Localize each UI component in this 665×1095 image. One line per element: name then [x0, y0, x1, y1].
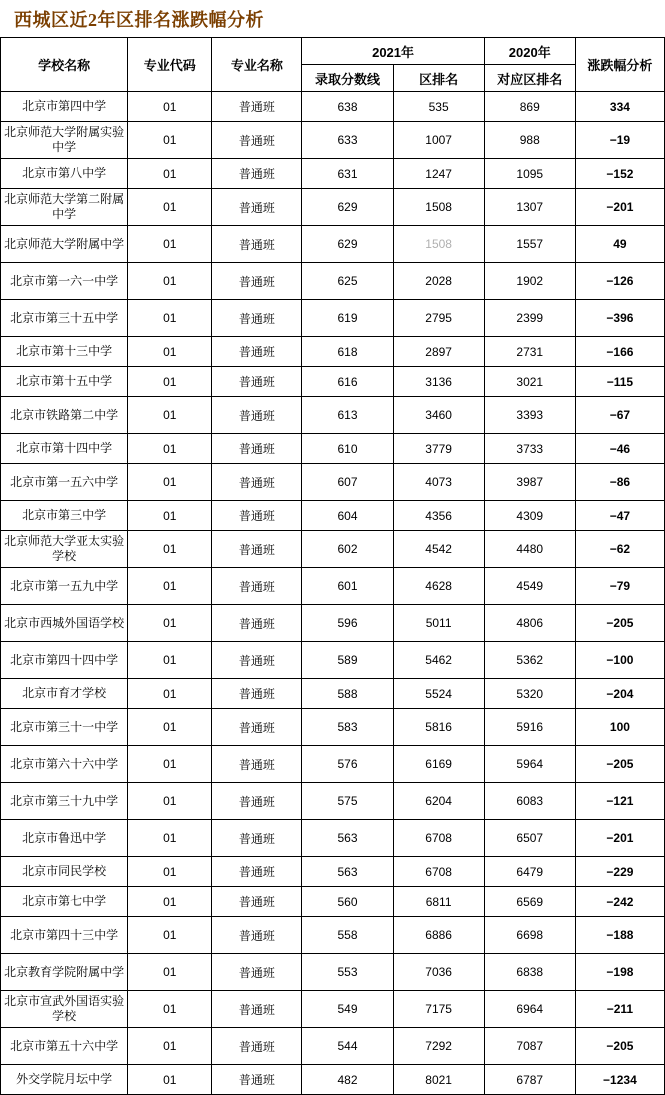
cell-score-line: 482	[302, 1065, 393, 1095]
cell-score-line: 601	[302, 568, 393, 605]
cell-delta: −62	[575, 531, 664, 568]
cell-delta: −242	[575, 887, 664, 917]
cell-school: 北京市第四中学	[1, 92, 128, 122]
cell-school: 北京师范大学亚太实验学校	[1, 531, 128, 568]
table-row	[1, 300, 665, 337]
cell-rank-2021: 6204	[393, 783, 484, 820]
table-row	[1, 501, 665, 531]
cell-school: 北京市第三中学	[1, 501, 128, 531]
cell-major-name: 普通班	[212, 226, 302, 263]
cell-major-code: 01	[128, 709, 212, 746]
cell-score-line: 549	[302, 991, 393, 1028]
cell-school: 北京市宣武外国语实验学校	[1, 991, 128, 1028]
cell-score-line: 558	[302, 917, 393, 954]
cell-delta: −152	[575, 159, 664, 189]
table-row	[1, 887, 665, 917]
cell-major-code: 01	[128, 92, 212, 122]
cell-rank-2020: 6479	[484, 857, 575, 887]
cell-score-line: 625	[302, 263, 393, 300]
cell-major-name: 普通班	[212, 434, 302, 464]
cell-score-line: 607	[302, 464, 393, 501]
cell-major-name: 普通班	[212, 1065, 302, 1095]
cell-school: 北京师范大学附属中学	[1, 226, 128, 263]
table-row	[1, 159, 665, 189]
cell-rank-2021: 1508	[393, 189, 484, 226]
cell-major-name: 普通班	[212, 709, 302, 746]
table-row	[1, 1065, 665, 1095]
cell-rank-2021: 6708	[393, 820, 484, 857]
cell-school: 北京市第四十三中学	[1, 917, 128, 954]
table-row	[1, 337, 665, 367]
cell-major-code: 01	[128, 226, 212, 263]
page-title-bar	[0, 0, 665, 37]
cell-major-code: 01	[128, 887, 212, 917]
cell-rank-2020: 5320	[484, 679, 575, 709]
cell-rank-2020: 4480	[484, 531, 575, 568]
cell-rank-2021: 6886	[393, 917, 484, 954]
cell-rank-2021: 5011	[393, 605, 484, 642]
cell-delta: −121	[575, 783, 664, 820]
table-row	[1, 917, 665, 954]
header-delta: 涨跌幅分析	[575, 38, 664, 92]
cell-score-line: 588	[302, 679, 393, 709]
cell-rank-2021: 4542	[393, 531, 484, 568]
cell-rank-2021: 4073	[393, 464, 484, 501]
cell-rank-2021: 7036	[393, 954, 484, 991]
cell-rank-2021: 2795	[393, 300, 484, 337]
cell-rank-2020: 6507	[484, 820, 575, 857]
table-header	[1, 38, 665, 92]
cell-rank-2020: 2399	[484, 300, 575, 337]
cell-rank-2020: 3733	[484, 434, 575, 464]
cell-school: 北京市第十五中学	[1, 367, 128, 397]
cell-rank-2020: 5916	[484, 709, 575, 746]
ranking-table	[0, 37, 665, 1095]
cell-rank-2021: 2897	[393, 337, 484, 367]
table-row	[1, 746, 665, 783]
cell-delta: −86	[575, 464, 664, 501]
cell-major-name: 普通班	[212, 857, 302, 887]
cell-major-name: 普通班	[212, 1028, 302, 1065]
table-row	[1, 642, 665, 679]
cell-major-name: 普通班	[212, 300, 302, 337]
cell-major-code: 01	[128, 954, 212, 991]
cell-school: 北京教育学院附属中学	[1, 954, 128, 991]
cell-rank-2021: 1007	[393, 122, 484, 159]
cell-school: 北京市第三十五中学	[1, 300, 128, 337]
cell-major-code: 01	[128, 642, 212, 679]
cell-delta: −47	[575, 501, 664, 531]
table-row	[1, 709, 665, 746]
cell-rank-2021: 3779	[393, 434, 484, 464]
table-row	[1, 954, 665, 991]
cell-delta: −396	[575, 300, 664, 337]
cell-major-code: 01	[128, 1028, 212, 1065]
cell-rank-2020: 1307	[484, 189, 575, 226]
cell-major-code: 01	[128, 122, 212, 159]
cell-major-name: 普通班	[212, 954, 302, 991]
cell-rank-2020: 3987	[484, 464, 575, 501]
cell-major-name: 普通班	[212, 605, 302, 642]
table-row	[1, 531, 665, 568]
cell-rank-2020: 988	[484, 122, 575, 159]
cell-delta: −115	[575, 367, 664, 397]
header-major-code: 专业代码	[128, 38, 212, 92]
cell-school: 外交学院月坛中学	[1, 1065, 128, 1095]
cell-major-code: 01	[128, 857, 212, 887]
cell-rank-2020: 6569	[484, 887, 575, 917]
cell-rank-2020: 6838	[484, 954, 575, 991]
cell-major-code: 01	[128, 397, 212, 434]
cell-major-code: 01	[128, 464, 212, 501]
cell-score-line: 618	[302, 337, 393, 367]
cell-score-line: 616	[302, 367, 393, 397]
table-row	[1, 783, 665, 820]
cell-school: 北京师范大学附属实验中学	[1, 122, 128, 159]
table-row	[1, 92, 665, 122]
cell-score-line: 629	[302, 226, 393, 263]
cell-major-name: 普通班	[212, 501, 302, 531]
cell-major-code: 01	[128, 501, 212, 531]
table-row	[1, 226, 665, 263]
table-row	[1, 820, 665, 857]
cell-delta: −205	[575, 746, 664, 783]
cell-score-line: 563	[302, 820, 393, 857]
cell-delta: −19	[575, 122, 664, 159]
table-row	[1, 263, 665, 300]
cell-score-line: 583	[302, 709, 393, 746]
cell-rank-2021: 8021	[393, 1065, 484, 1095]
cell-school: 北京市第一五九中学	[1, 568, 128, 605]
cell-delta: −188	[575, 917, 664, 954]
cell-major-name: 普通班	[212, 746, 302, 783]
cell-score-line: 631	[302, 159, 393, 189]
cell-major-name: 普通班	[212, 189, 302, 226]
cell-rank-2020: 6698	[484, 917, 575, 954]
cell-delta: −204	[575, 679, 664, 709]
cell-school: 北京市同民学校	[1, 857, 128, 887]
cell-score-line: 575	[302, 783, 393, 820]
cell-rank-2020: 4806	[484, 605, 575, 642]
cell-rank-2021: 7175	[393, 991, 484, 1028]
cell-delta: −198	[575, 954, 664, 991]
cell-score-line: 596	[302, 605, 393, 642]
cell-score-line: 613	[302, 397, 393, 434]
cell-major-code: 01	[128, 1065, 212, 1095]
cell-major-code: 01	[128, 605, 212, 642]
cell-rank-2021: 6811	[393, 887, 484, 917]
table-row	[1, 367, 665, 397]
cell-school: 北京市第八中学	[1, 159, 128, 189]
cell-score-line: 604	[302, 501, 393, 531]
cell-delta: −126	[575, 263, 664, 300]
cell-rank-2020: 2731	[484, 337, 575, 367]
cell-major-name: 普通班	[212, 367, 302, 397]
cell-major-name: 普通班	[212, 337, 302, 367]
cell-rank-2021: 4356	[393, 501, 484, 531]
cell-major-code: 01	[128, 189, 212, 226]
cell-school: 北京市第一六一中学	[1, 263, 128, 300]
table-row	[1, 991, 665, 1028]
cell-rank-2020: 3021	[484, 367, 575, 397]
cell-score-line: 629	[302, 189, 393, 226]
header-group-2021: 2021年	[302, 38, 484, 65]
cell-school: 北京市第三十一中学	[1, 709, 128, 746]
header-score-line: 录取分数线	[302, 65, 393, 92]
cell-major-name: 普通班	[212, 568, 302, 605]
cell-delta: 49	[575, 226, 664, 263]
cell-school: 北京市西城外国语学校	[1, 605, 128, 642]
cell-major-code: 01	[128, 159, 212, 189]
cell-major-name: 普通班	[212, 820, 302, 857]
cell-major-code: 01	[128, 434, 212, 464]
cell-score-line: 602	[302, 531, 393, 568]
cell-rank-2020: 6964	[484, 991, 575, 1028]
cell-major-code: 01	[128, 991, 212, 1028]
cell-school: 北京市铁路第二中学	[1, 397, 128, 434]
cell-rank-2021: 6708	[393, 857, 484, 887]
cell-delta: −201	[575, 189, 664, 226]
cell-delta: −201	[575, 820, 664, 857]
cell-rank-2020: 1902	[484, 263, 575, 300]
cell-score-line: 589	[302, 642, 393, 679]
cell-rank-2021: 4628	[393, 568, 484, 605]
header-rank-2020: 对应区排名	[484, 65, 575, 92]
cell-major-code: 01	[128, 679, 212, 709]
cell-delta: −46	[575, 434, 664, 464]
cell-rank-2020: 6787	[484, 1065, 575, 1095]
cell-delta: −67	[575, 397, 664, 434]
cell-rank-2021: 6169	[393, 746, 484, 783]
cell-major-name: 普通班	[212, 263, 302, 300]
cell-rank-2020: 869	[484, 92, 575, 122]
cell-major-name: 普通班	[212, 159, 302, 189]
table-row	[1, 397, 665, 434]
cell-rank-2021: 1247	[393, 159, 484, 189]
cell-rank-2020: 1557	[484, 226, 575, 263]
cell-school: 北京市第五十六中学	[1, 1028, 128, 1065]
cell-major-name: 普通班	[212, 679, 302, 709]
table-row	[1, 434, 665, 464]
cell-rank-2021: 3136	[393, 367, 484, 397]
cell-rank-2021: 5816	[393, 709, 484, 746]
table-row	[1, 1028, 665, 1065]
table-row	[1, 857, 665, 887]
table-body	[1, 92, 665, 1095]
cell-rank-2020: 7087	[484, 1028, 575, 1065]
cell-school: 北京市育才学校	[1, 679, 128, 709]
page-title: 西城区近2年区排名涨跌幅分析	[14, 10, 264, 30]
cell-rank-2020: 5362	[484, 642, 575, 679]
cell-score-line: 619	[302, 300, 393, 337]
cell-major-name: 普通班	[212, 783, 302, 820]
cell-major-code: 01	[128, 531, 212, 568]
cell-major-name: 普通班	[212, 397, 302, 434]
cell-school: 北京市第四十四中学	[1, 642, 128, 679]
cell-score-line: 560	[302, 887, 393, 917]
table-row	[1, 605, 665, 642]
cell-major-code: 01	[128, 367, 212, 397]
cell-delta: −205	[575, 1028, 664, 1065]
cell-major-name: 普通班	[212, 464, 302, 501]
cell-major-code: 01	[128, 300, 212, 337]
cell-score-line: 638	[302, 92, 393, 122]
cell-school: 北京市第一五六中学	[1, 464, 128, 501]
table-row	[1, 464, 665, 501]
cell-delta: −205	[575, 605, 664, 642]
cell-major-name: 普通班	[212, 642, 302, 679]
cell-rank-2020: 4549	[484, 568, 575, 605]
cell-rank-2021: 535	[393, 92, 484, 122]
cell-major-name: 普通班	[212, 991, 302, 1028]
header-row-top	[1, 38, 665, 65]
cell-score-line: 610	[302, 434, 393, 464]
cell-delta: −211	[575, 991, 664, 1028]
cell-score-line: 544	[302, 1028, 393, 1065]
cell-school: 北京市第十三中学	[1, 337, 128, 367]
cell-major-name: 普通班	[212, 887, 302, 917]
cell-school: 北京师范大学第二附属中学	[1, 189, 128, 226]
cell-school: 北京市鲁迅中学	[1, 820, 128, 857]
cell-rank-2021: 5462	[393, 642, 484, 679]
cell-major-code: 01	[128, 917, 212, 954]
cell-delta: −166	[575, 337, 664, 367]
cell-delta: −79	[575, 568, 664, 605]
cell-rank-2021: 3460	[393, 397, 484, 434]
cell-delta: 334	[575, 92, 664, 122]
cell-score-line: 553	[302, 954, 393, 991]
cell-delta: −100	[575, 642, 664, 679]
cell-major-code: 01	[128, 783, 212, 820]
cell-score-line: 576	[302, 746, 393, 783]
cell-delta: 100	[575, 709, 664, 746]
header-group-2020: 2020年	[484, 38, 575, 65]
cell-rank-2021: 2028	[393, 263, 484, 300]
cell-major-code: 01	[128, 263, 212, 300]
table-row	[1, 679, 665, 709]
cell-major-name: 普通班	[212, 122, 302, 159]
cell-rank-2020: 1095	[484, 159, 575, 189]
cell-rank-2020: 3393	[484, 397, 575, 434]
cell-school: 北京市第六十六中学	[1, 746, 128, 783]
cell-major-name: 普通班	[212, 917, 302, 954]
cell-rank-2020: 5964	[484, 746, 575, 783]
header-major-name: 专业名称	[212, 38, 302, 92]
cell-major-code: 01	[128, 820, 212, 857]
cell-rank-2021: 7292	[393, 1028, 484, 1065]
table-row	[1, 189, 665, 226]
cell-major-code: 01	[128, 746, 212, 783]
cell-rank-2021: 1508	[393, 226, 484, 263]
cell-score-line: 563	[302, 857, 393, 887]
cell-school: 北京市第三十九中学	[1, 783, 128, 820]
cell-major-name: 普通班	[212, 531, 302, 568]
cell-rank-2020: 4309	[484, 501, 575, 531]
cell-major-code: 01	[128, 337, 212, 367]
cell-rank-2021: 5524	[393, 679, 484, 709]
header-school: 学校名称	[1, 38, 128, 92]
cell-major-code: 01	[128, 568, 212, 605]
cell-score-line: 633	[302, 122, 393, 159]
cell-school: 北京市第十四中学	[1, 434, 128, 464]
table-row	[1, 122, 665, 159]
cell-major-name: 普通班	[212, 92, 302, 122]
header-rank-2021: 区排名	[393, 65, 484, 92]
cell-delta: −1234	[575, 1065, 664, 1095]
cell-rank-2020: 6083	[484, 783, 575, 820]
cell-delta: −229	[575, 857, 664, 887]
table-row	[1, 568, 665, 605]
cell-school: 北京市第七中学	[1, 887, 128, 917]
